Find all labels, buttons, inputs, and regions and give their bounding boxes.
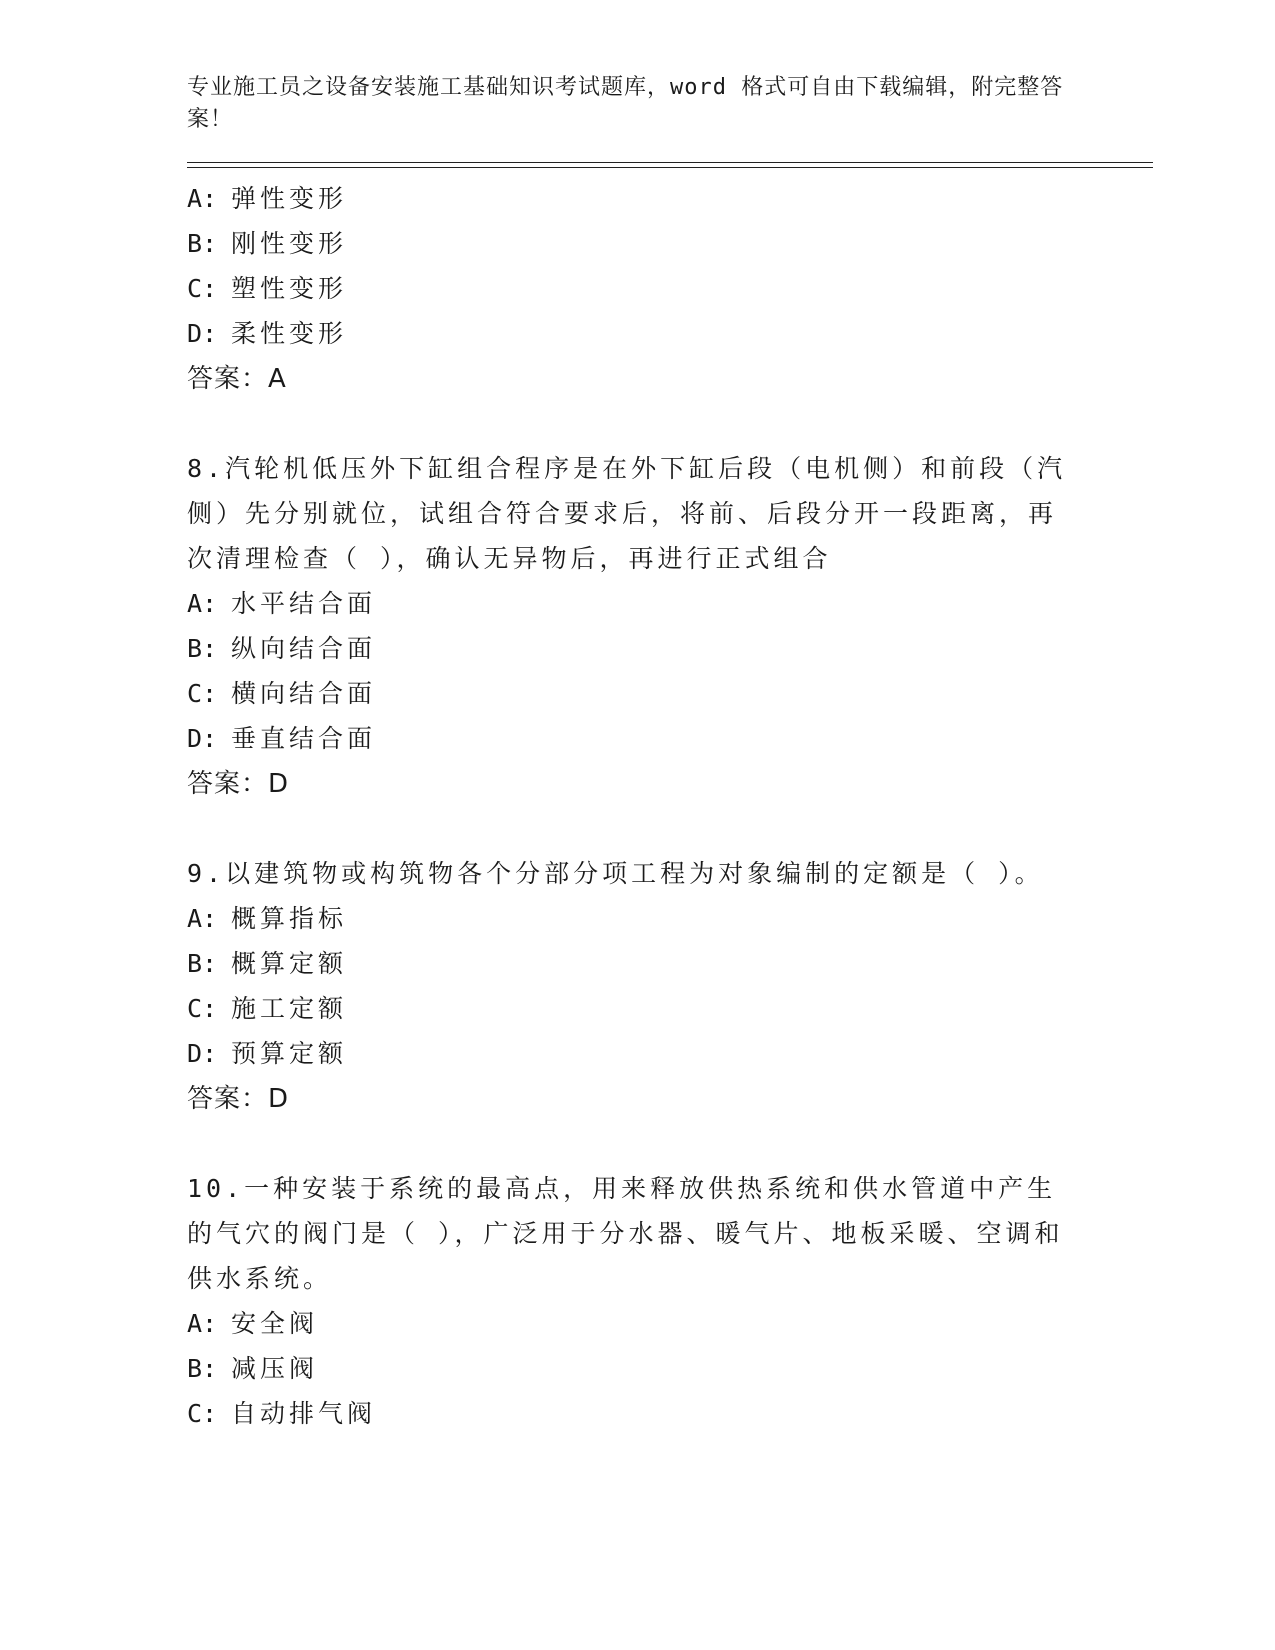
question-7 xyxy=(187,176,1147,402)
header-divider xyxy=(187,162,1153,168)
q10-option-c: C: 自动排气阀 xyxy=(187,1399,377,1428)
q7-answer: 答案：A xyxy=(187,364,287,394)
q9-option-c: C: 施工定额 xyxy=(187,994,348,1023)
q9-stem: 9.以建筑物或构筑物各个分部分项工程为对象编制的定额是（ ）。 xyxy=(187,859,1044,888)
question-8 xyxy=(187,446,1147,807)
q8-option-b: B: 纵向结合面 xyxy=(187,634,377,663)
q8-option-c: C: 横向结合面 xyxy=(187,679,377,708)
q7-option-b: B: 刚性变形 xyxy=(187,229,348,258)
q8-option-a: A: 水平结合面 xyxy=(187,589,377,618)
document-page xyxy=(187,72,1147,1436)
q8-answer: 答案：D xyxy=(187,769,290,799)
q8-stem: 8.汽轮机低压外下缸组合程序是在外下缸后段（电机侧）和前段（汽侧）先分别就位，试组合符合要求后，将前、后段分开一段距离，再次清理检查（ ），确认无异物后，再进行正式组合 xyxy=(187,454,1067,573)
q10-option-b: B: 减压阀 xyxy=(187,1354,319,1383)
q8-option-d: D: 垂直结合面 xyxy=(187,724,377,753)
q7-option-d: D: 柔性变形 xyxy=(187,319,348,348)
question-9 xyxy=(187,851,1147,1122)
q7-option-a: A: 弹性变形 xyxy=(187,184,348,213)
q9-option-a: A: 概算指标 xyxy=(187,904,348,933)
q7-option-c: C: 塑性变形 xyxy=(187,274,348,303)
q10-stem: 10.一种安装于系统的最高点，用来释放供热系统和供水管道中产生的气穴的阀门是（ ），广泛用于分水器、暖气片、地板采暖、空调和供水系统。 xyxy=(187,1174,1064,1293)
q9-answer: 答案：D xyxy=(187,1084,290,1114)
q10-option-a: A: 安全阀 xyxy=(187,1309,319,1338)
question-10 xyxy=(187,1166,1147,1436)
q9-option-b: B: 概算定额 xyxy=(187,949,348,978)
document-header: 专业施工员之设备安装施工基础知识考试题库，word 格式可自由下载编辑，附完整答案！ xyxy=(187,75,1064,132)
q9-option-d: D: 预算定额 xyxy=(187,1039,348,1068)
